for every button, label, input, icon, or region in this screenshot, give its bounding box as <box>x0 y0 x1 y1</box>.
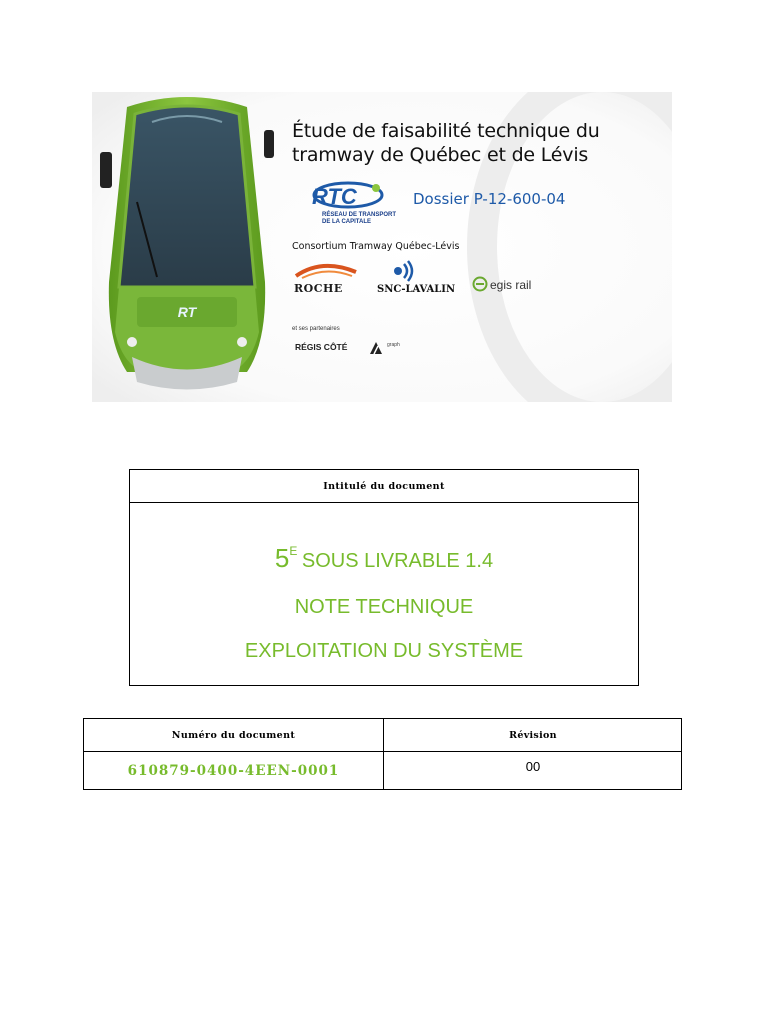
cover-banner <box>92 92 672 402</box>
document-title-line3: EXPLOITATION DU SYSTÈME <box>244 640 524 662</box>
partner-egis-rail: egis rail <box>490 278 532 292</box>
partner-roche: ROCHE <box>294 282 343 295</box>
graph-logo-icon <box>368 340 384 356</box>
document-number-value: 610879-0400-4EEN-0001 <box>127 763 340 779</box>
document-info-table <box>83 718 682 790</box>
document-title-header: Intitulé du document <box>130 470 638 503</box>
dossier-number: Dossier P-12-600-04 <box>413 190 566 208</box>
roche-logo-icon <box>292 262 362 280</box>
partners-label: et ses partenaires <box>292 326 340 332</box>
rtc-logo <box>304 180 384 212</box>
document-title-box <box>129 469 639 686</box>
revision-header: Révision <box>509 729 557 741</box>
document-number-header: Numéro du document <box>171 729 296 741</box>
consortium-label: Consortium Tramway Québec-Lévis <box>292 241 460 252</box>
document-title <box>130 536 638 673</box>
cover-title-line2: tramway de Québec et de Lévis <box>292 144 589 166</box>
rtc-subtitle-line2: DE LA CAPITALE <box>322 219 371 225</box>
rtc-subtitle-line1: RÉSEAU DE TRANSPORT <box>322 212 397 218</box>
cover-title <box>292 119 600 167</box>
cover-title-line1: Étude de faisabilité technique du <box>292 120 600 142</box>
document-title-line1 <box>130 536 638 585</box>
snc-lavalin-logo-icon <box>392 260 416 282</box>
egis-logo-icon <box>472 276 488 292</box>
rtc-logo-text: RTC <box>312 184 357 209</box>
rtc-subtitle <box>322 212 396 226</box>
title-number: 5 <box>274 543 290 573</box>
document-title-line2: NOTE TECHNIQUE <box>294 596 474 618</box>
partner-graph: graph <box>387 342 400 348</box>
partner-regis-cote: RÉGIS CÔTÉ <box>295 342 348 352</box>
revision-value: 00 <box>525 759 541 774</box>
title-superscript: E <box>289 544 298 558</box>
partner-snc-lavalin: SNC-LAVALIN <box>377 284 456 295</box>
tram-front-image <box>97 92 277 392</box>
title-line1-text: SOUS LIVRABLE 1.4 <box>301 550 494 572</box>
svg-text:RT: RT <box>177 304 197 320</box>
